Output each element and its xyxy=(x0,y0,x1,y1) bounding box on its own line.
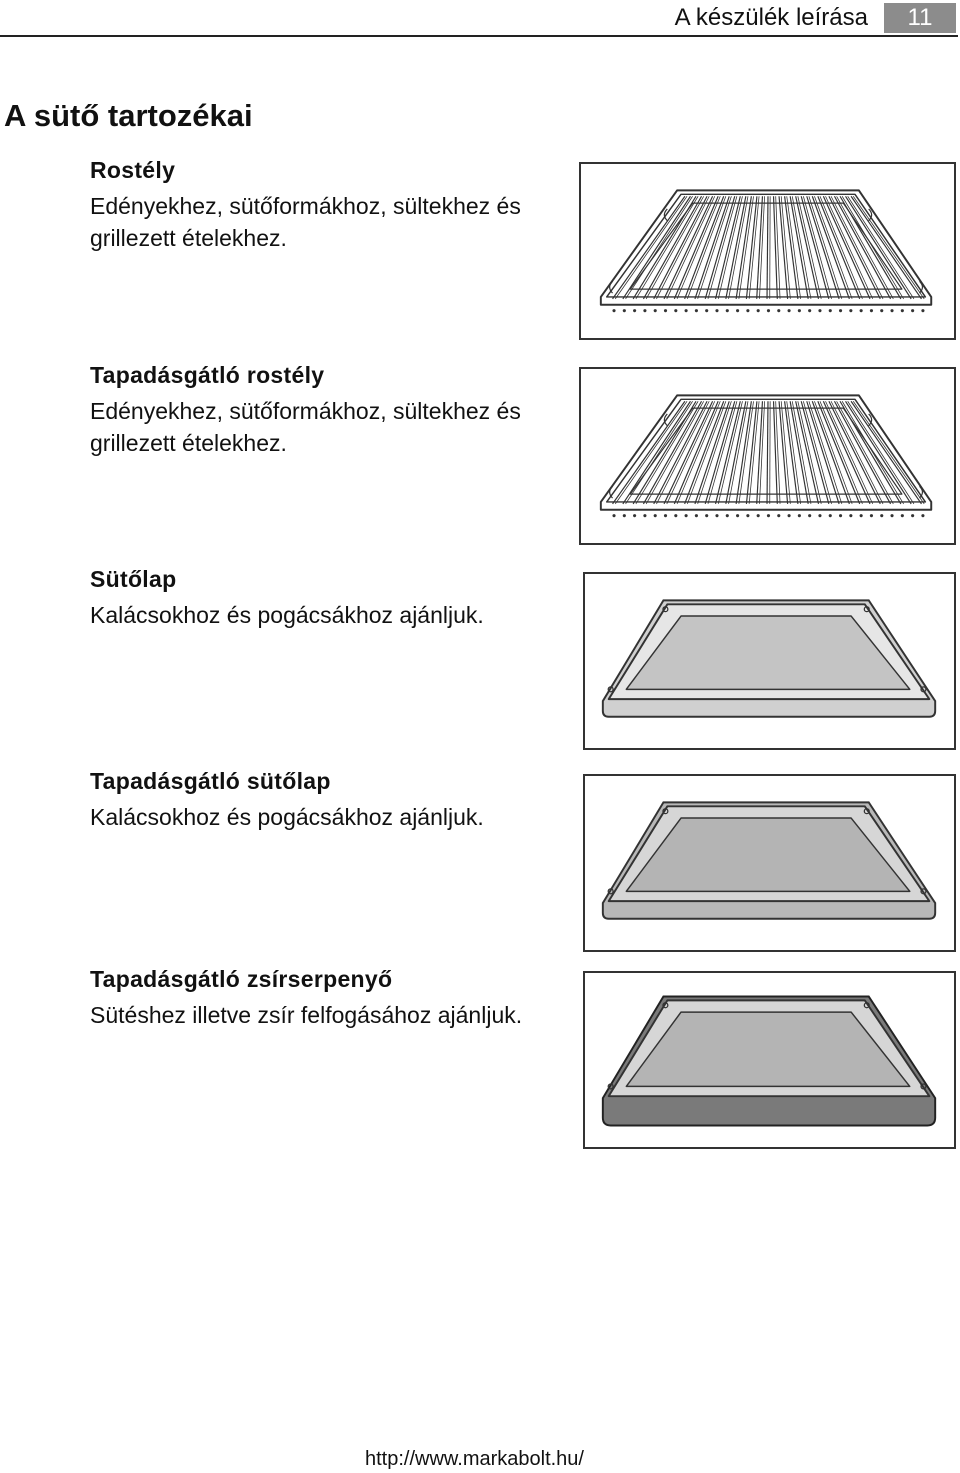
accessory-description: Edényekhez, sütőformákhoz, sültekhez és grillezett ételekhez. xyxy=(90,193,521,251)
accessory-description: Kalácsokhoz és pogácsákhoz ajánljuk. xyxy=(90,804,484,830)
page-header xyxy=(0,0,960,38)
baking-tray-illustration xyxy=(583,774,956,952)
accessory-description: Edényekhez, sütőformákhoz, sültekhez és grillezett ételekhez. xyxy=(90,398,521,456)
deep-pan-illustration xyxy=(583,971,956,1149)
wire-rack-illustration xyxy=(579,162,956,340)
accessory-name: Tapadásgátló rostély xyxy=(90,362,325,388)
deep-pan-icon xyxy=(585,973,954,1147)
baking-tray-icon xyxy=(585,574,954,748)
wire-rack-illustration xyxy=(579,367,956,545)
accessory-description: Sütéshez illetve zsír felfogásához ajánljuk. xyxy=(90,1002,523,1028)
baking-tray-icon xyxy=(585,776,954,950)
wire-rack-icon xyxy=(581,369,954,543)
accessory-description: Kalácsokhoz és pogácsákhoz ajánljuk. xyxy=(90,602,484,628)
page-title: A sütő tartozékai xyxy=(4,98,253,133)
baking-tray-illustration xyxy=(583,572,956,750)
accessory-name: Sütőlap xyxy=(90,566,177,592)
wire-rack-icon xyxy=(581,164,954,338)
section-title: A készülék leírása xyxy=(674,4,868,31)
footer-url: http://www.markabolt.hu/ xyxy=(365,1448,584,1470)
accessory-name: Tapadásgátló zsírserpenyő xyxy=(90,966,393,992)
accessory-name: Tapadásgátló sütőlap xyxy=(90,768,331,794)
accessory-name: Rostély xyxy=(90,157,176,183)
header-divider xyxy=(0,35,958,37)
page-number-badge: 11 xyxy=(884,3,956,33)
